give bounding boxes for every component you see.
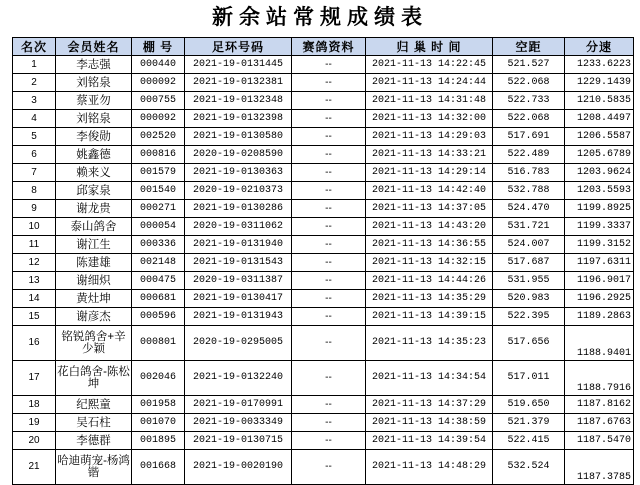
- cell-distance: 522.395: [493, 308, 565, 326]
- table-row: [13, 290, 634, 308]
- cell-ring-no: 2021-19-0130363: [185, 164, 292, 182]
- table-row: [13, 218, 634, 236]
- cell-shed-no: 000092: [132, 74, 185, 92]
- cell-member-name: 李德群: [56, 432, 132, 450]
- cell-speed: 1197.6311: [565, 254, 634, 272]
- cell-arrival-time: 2021-11-13 14:34:54: [366, 361, 493, 396]
- cell-pigeon-info: --: [292, 432, 366, 450]
- cell-speed: 1188.7916: [565, 361, 634, 396]
- cell-rank: 7: [13, 164, 56, 182]
- table-row: [13, 414, 634, 432]
- cell-pigeon-info: --: [292, 396, 366, 414]
- cell-rank: 4: [13, 110, 56, 128]
- cell-ring-no: 2021-19-0033349: [185, 414, 292, 432]
- results-table: [12, 37, 634, 485]
- cell-arrival-time: 2021-11-13 14:37:05: [366, 200, 493, 218]
- cell-shed-no: 002520: [132, 128, 185, 146]
- cell-shed-no: 000755: [132, 92, 185, 110]
- cell-rank: 5: [13, 128, 56, 146]
- cell-member-name: 蔡亚勿: [56, 92, 132, 110]
- cell-member-name: 泰山鸽舍: [56, 218, 132, 236]
- cell-member-name: 邱家泉: [56, 182, 132, 200]
- cell-ring-no: 2020-19-0210373: [185, 182, 292, 200]
- cell-distance: 521.379: [493, 414, 565, 432]
- cell-rank: 1: [13, 56, 56, 74]
- cell-shed-no: 001958: [132, 396, 185, 414]
- cell-member-name: 赖来义: [56, 164, 132, 182]
- cell-distance: 516.783: [493, 164, 565, 182]
- cell-rank: 2: [13, 74, 56, 92]
- cell-rank: 10: [13, 218, 56, 236]
- cell-pigeon-info: --: [292, 218, 366, 236]
- cell-rank: 21: [13, 450, 56, 485]
- cell-pigeon-info: --: [292, 110, 366, 128]
- cell-pigeon-info: --: [292, 272, 366, 290]
- cell-arrival-time: 2021-11-13 14:32:00: [366, 110, 493, 128]
- cell-shed-no: 002148: [132, 254, 185, 272]
- table-row: [13, 56, 634, 74]
- table-row: [13, 110, 634, 128]
- table-row: [13, 432, 634, 450]
- cell-speed: 1189.2863: [565, 308, 634, 326]
- cell-shed-no: 001668: [132, 450, 185, 485]
- cell-arrival-time: 2021-11-13 14:32:15: [366, 254, 493, 272]
- cell-pigeon-info: --: [292, 326, 366, 361]
- table-row: [13, 308, 634, 326]
- cell-arrival-time: 2021-11-13 14:39:54: [366, 432, 493, 450]
- cell-speed: 1233.6223: [565, 56, 634, 74]
- cell-rank: 15: [13, 308, 56, 326]
- cell-ring-no: 2020-19-0208590: [185, 146, 292, 164]
- col-header-member-name: 会员姓名: [56, 38, 132, 56]
- cell-distance: 532.524: [493, 450, 565, 485]
- cell-distance: 517.656: [493, 326, 565, 361]
- cell-rank: 9: [13, 200, 56, 218]
- col-header-pigeon-info: 赛鸽资料: [292, 38, 366, 56]
- table-row: [13, 396, 634, 414]
- cell-member-name: 谢江生: [56, 236, 132, 254]
- cell-shed-no: 000816: [132, 146, 185, 164]
- cell-pigeon-info: --: [292, 146, 366, 164]
- cell-member-name: 花白鸽舍-陈松坤: [56, 361, 132, 396]
- cell-arrival-time: 2021-11-13 14:48:29: [366, 450, 493, 485]
- cell-ring-no: 2021-19-0132381: [185, 74, 292, 92]
- cell-distance: 524.470: [493, 200, 565, 218]
- cell-ring-no: 2021-19-0132398: [185, 110, 292, 128]
- table-row: [13, 361, 634, 396]
- cell-member-name: 谢龙贵: [56, 200, 132, 218]
- cell-shed-no: 000475: [132, 272, 185, 290]
- cell-arrival-time: 2021-11-13 14:29:03: [366, 128, 493, 146]
- cell-arrival-time: 2021-11-13 14:35:23: [366, 326, 493, 361]
- cell-distance: 531.955: [493, 272, 565, 290]
- page-title: 新余站常规成绩表: [212, 4, 428, 29]
- cell-distance: 522.489: [493, 146, 565, 164]
- cell-pigeon-info: --: [292, 254, 366, 272]
- table-row: [13, 272, 634, 290]
- cell-member-name: 哈迪萌宠-杨鸿锴: [56, 450, 132, 485]
- table-row: [13, 326, 634, 361]
- cell-ring-no: 2020-19-0311062: [185, 218, 292, 236]
- cell-arrival-time: 2021-11-13 14:29:14: [366, 164, 493, 182]
- cell-distance: 519.650: [493, 396, 565, 414]
- cell-shed-no: 001540: [132, 182, 185, 200]
- cell-pigeon-info: --: [292, 74, 366, 92]
- cell-member-name: 纪熙童: [56, 396, 132, 414]
- cell-rank: 17: [13, 361, 56, 396]
- cell-rank: 11: [13, 236, 56, 254]
- cell-rank: 16: [13, 326, 56, 361]
- cell-shed-no: 000681: [132, 290, 185, 308]
- cell-arrival-time: 2021-11-13 14:37:29: [366, 396, 493, 414]
- cell-shed-no: 002046: [132, 361, 185, 396]
- cell-member-name: 姚鑫德: [56, 146, 132, 164]
- cell-speed: 1229.1439: [565, 74, 634, 92]
- cell-arrival-time: 2021-11-13 14:43:20: [366, 218, 493, 236]
- cell-ring-no: 2021-19-0130417: [185, 290, 292, 308]
- cell-distance: 532.788: [493, 182, 565, 200]
- cell-shed-no: 000596: [132, 308, 185, 326]
- cell-distance: 531.721: [493, 218, 565, 236]
- cell-distance: 522.068: [493, 74, 565, 92]
- cell-speed: 1188.9401: [565, 326, 634, 361]
- cell-speed: 1196.9017: [565, 272, 634, 290]
- cell-rank: 8: [13, 182, 56, 200]
- cell-ring-no: 2020-19-0295005: [185, 326, 292, 361]
- cell-speed: 1187.6763: [565, 414, 634, 432]
- table-row: [13, 236, 634, 254]
- cell-rank: 18: [13, 396, 56, 414]
- header-row: [13, 38, 634, 56]
- cell-shed-no: 001579: [132, 164, 185, 182]
- cell-ring-no: 2021-19-0131445: [185, 56, 292, 74]
- cell-ring-no: 2021-19-0020190: [185, 450, 292, 485]
- cell-arrival-time: 2021-11-13 14:22:45: [366, 56, 493, 74]
- cell-arrival-time: 2021-11-13 14:33:21: [366, 146, 493, 164]
- cell-rank: 13: [13, 272, 56, 290]
- cell-ring-no: 2021-19-0132240: [185, 361, 292, 396]
- cell-distance: 517.011: [493, 361, 565, 396]
- col-header-speed: 分速: [565, 38, 634, 56]
- cell-speed: 1196.2925: [565, 290, 634, 308]
- table-row: [13, 92, 634, 110]
- cell-pigeon-info: --: [292, 164, 366, 182]
- cell-shed-no: 000092: [132, 110, 185, 128]
- cell-speed: 1205.6789: [565, 146, 634, 164]
- cell-speed: 1187.8162: [565, 396, 634, 414]
- cell-pigeon-info: --: [292, 92, 366, 110]
- cell-member-name: 刘铭泉: [56, 110, 132, 128]
- cell-speed: 1187.3785: [565, 450, 634, 485]
- cell-rank: 6: [13, 146, 56, 164]
- col-header-arrival-time: 归 巢 时 间: [366, 38, 493, 56]
- cell-arrival-time: 2021-11-13 14:36:55: [366, 236, 493, 254]
- cell-member-name: 李俊勋: [56, 128, 132, 146]
- col-header-ring-no: 足环号码: [185, 38, 292, 56]
- cell-shed-no: 000054: [132, 218, 185, 236]
- cell-shed-no: 001070: [132, 414, 185, 432]
- cell-shed-no: 000801: [132, 326, 185, 361]
- table-row: [13, 164, 634, 182]
- cell-ring-no: 2021-19-0130715: [185, 432, 292, 450]
- cell-speed: 1199.8925: [565, 200, 634, 218]
- cell-pigeon-info: --: [292, 308, 366, 326]
- cell-speed: 1199.3152: [565, 236, 634, 254]
- cell-arrival-time: 2021-11-13 14:24:44: [366, 74, 493, 92]
- cell-pigeon-info: --: [292, 128, 366, 146]
- cell-pigeon-info: --: [292, 182, 366, 200]
- cell-distance: 517.691: [493, 128, 565, 146]
- cell-speed: 1208.4497: [565, 110, 634, 128]
- cell-arrival-time: 2021-11-13 14:38:59: [366, 414, 493, 432]
- col-header-shed-no: 棚 号: [132, 38, 185, 56]
- table-row: [13, 182, 634, 200]
- cell-speed: 1206.5587: [565, 128, 634, 146]
- cell-member-name: 刘铭泉: [56, 74, 132, 92]
- cell-rank: 20: [13, 432, 56, 450]
- cell-speed: 1199.3337: [565, 218, 634, 236]
- cell-member-name: 谢细炽: [56, 272, 132, 290]
- cell-pigeon-info: --: [292, 450, 366, 485]
- cell-arrival-time: 2021-11-13 14:31:48: [366, 92, 493, 110]
- cell-speed: 1203.5593: [565, 182, 634, 200]
- cell-distance: 524.007: [493, 236, 565, 254]
- cell-member-name: 黄灶坤: [56, 290, 132, 308]
- cell-arrival-time: 2021-11-13 14:35:29: [366, 290, 493, 308]
- cell-distance: 522.068: [493, 110, 565, 128]
- cell-distance: 521.527: [493, 56, 565, 74]
- cell-speed: 1210.5835: [565, 92, 634, 110]
- cell-distance: 520.983: [493, 290, 565, 308]
- cell-member-name: 谢彦杰: [56, 308, 132, 326]
- cell-shed-no: 000440: [132, 56, 185, 74]
- cell-distance: 522.415: [493, 432, 565, 450]
- cell-pigeon-info: --: [292, 200, 366, 218]
- cell-ring-no: 2021-19-0131940: [185, 236, 292, 254]
- cell-shed-no: 000336: [132, 236, 185, 254]
- table-row: [13, 128, 634, 146]
- cell-speed: 1203.9624: [565, 164, 634, 182]
- cell-ring-no: 2021-19-0131543: [185, 254, 292, 272]
- cell-arrival-time: 2021-11-13 14:42:40: [366, 182, 493, 200]
- cell-member-name: 铭锐鸽舍+辛少颖: [56, 326, 132, 361]
- cell-ring-no: 2021-19-0170991: [185, 396, 292, 414]
- table-row: [13, 254, 634, 272]
- cell-pigeon-info: --: [292, 361, 366, 396]
- cell-pigeon-info: --: [292, 290, 366, 308]
- cell-ring-no: 2021-19-0131943: [185, 308, 292, 326]
- cell-rank: 19: [13, 414, 56, 432]
- cell-speed: 1187.5470: [565, 432, 634, 450]
- cell-member-name: 李志强: [56, 56, 132, 74]
- col-header-rank: 名次: [13, 38, 56, 56]
- cell-pigeon-info: --: [292, 236, 366, 254]
- cell-pigeon-info: --: [292, 414, 366, 432]
- table-row: [13, 146, 634, 164]
- cell-ring-no: 2020-19-0311387: [185, 272, 292, 290]
- cell-ring-no: 2021-19-0130286: [185, 200, 292, 218]
- cell-member-name: 陈建雄: [56, 254, 132, 272]
- cell-rank: 14: [13, 290, 56, 308]
- table-row: [13, 450, 634, 485]
- cell-member-name: 吴石柱: [56, 414, 132, 432]
- cell-arrival-time: 2021-11-13 14:39:15: [366, 308, 493, 326]
- cell-ring-no: 2021-19-0132348: [185, 92, 292, 110]
- table-row: [13, 200, 634, 218]
- cell-rank: 3: [13, 92, 56, 110]
- cell-shed-no: 001895: [132, 432, 185, 450]
- cell-rank: 12: [13, 254, 56, 272]
- col-header-distance: 空距: [493, 38, 565, 56]
- table-row: [13, 74, 634, 92]
- cell-pigeon-info: --: [292, 56, 366, 74]
- cell-ring-no: 2021-19-0130580: [185, 128, 292, 146]
- cell-shed-no: 000271: [132, 200, 185, 218]
- cell-distance: 522.733: [493, 92, 565, 110]
- cell-distance: 517.687: [493, 254, 565, 272]
- cell-arrival-time: 2021-11-13 14:44:26: [366, 272, 493, 290]
